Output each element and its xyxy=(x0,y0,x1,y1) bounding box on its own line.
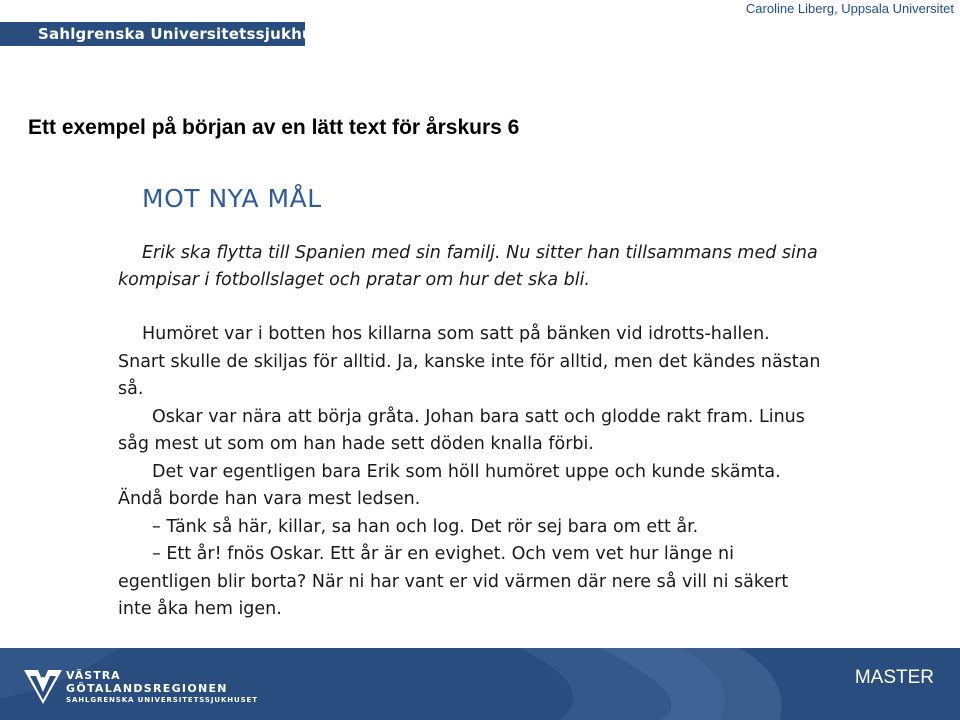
body-line: Det var egentligen bara Erik som höll humöret uppe och kunde skämta. xyxy=(152,461,781,482)
body-line: inte åka hem igen. xyxy=(118,599,282,619)
logo-line-2: GÖTALANDSREGIONEN xyxy=(66,682,228,695)
footer-band xyxy=(0,648,960,720)
body-line: – Ett år! fnös Oskar. Ett år är en evighet. Och vem vet hur länge ni xyxy=(152,544,734,564)
body-line: – Tänk så här, killar, sa han och log. Det rör sej bara om ett år. xyxy=(152,516,699,537)
logo-line-3: SAHLGRENSKA UNIVERSITETSSJUKHUSET xyxy=(66,696,258,704)
intro-line: Erik ska flytta till Spanien med sin familj. Nu sitter han tillsammans med sina xyxy=(142,243,818,263)
vgr-logo-text xyxy=(66,670,258,704)
vgr-logo-icon xyxy=(22,666,64,706)
header-band xyxy=(0,22,340,46)
author-label: Caroline Liberg, Uppsala Universitet xyxy=(745,1,954,16)
body-line: så. xyxy=(118,379,144,399)
body-line: Ändå borde han vara mest ledsen. xyxy=(118,489,421,509)
book-intro xyxy=(118,240,878,294)
header-band-title: Sahlgrenska Universitetssjukhuset xyxy=(38,25,340,43)
book-body xyxy=(118,321,878,624)
book-excerpt xyxy=(118,178,878,624)
book-title: MOT NYA MÅL xyxy=(142,184,322,213)
body-line: Humöret var i botten hos killarna som satt på bänken vid idrotts-hallen. xyxy=(142,324,770,344)
body-line: Snart skulle de skiljas för alltid. Ja, kanske inte för alltid, men det kändes nästan xyxy=(118,351,821,372)
body-line: Oskar var nära att börja gråta. Johan bara satt och glodde rakt fram. Linus xyxy=(152,406,805,427)
body-line: egentligen blir borta? När ni har vant er vid värmen där nere så vill ni säkert xyxy=(118,571,789,592)
intro-line: kompisar i fotbollslaget och pratar om hur det ska bli. xyxy=(118,270,590,290)
body-line: såg mest ut som om han hade sett döden knalla förbi. xyxy=(118,434,594,454)
slide-title: Ett exempel på början av en lätt text för årskurs 6 xyxy=(28,116,520,139)
logo-line-1: VÄSTRA xyxy=(66,669,121,682)
master-label: MASTER xyxy=(854,667,934,688)
